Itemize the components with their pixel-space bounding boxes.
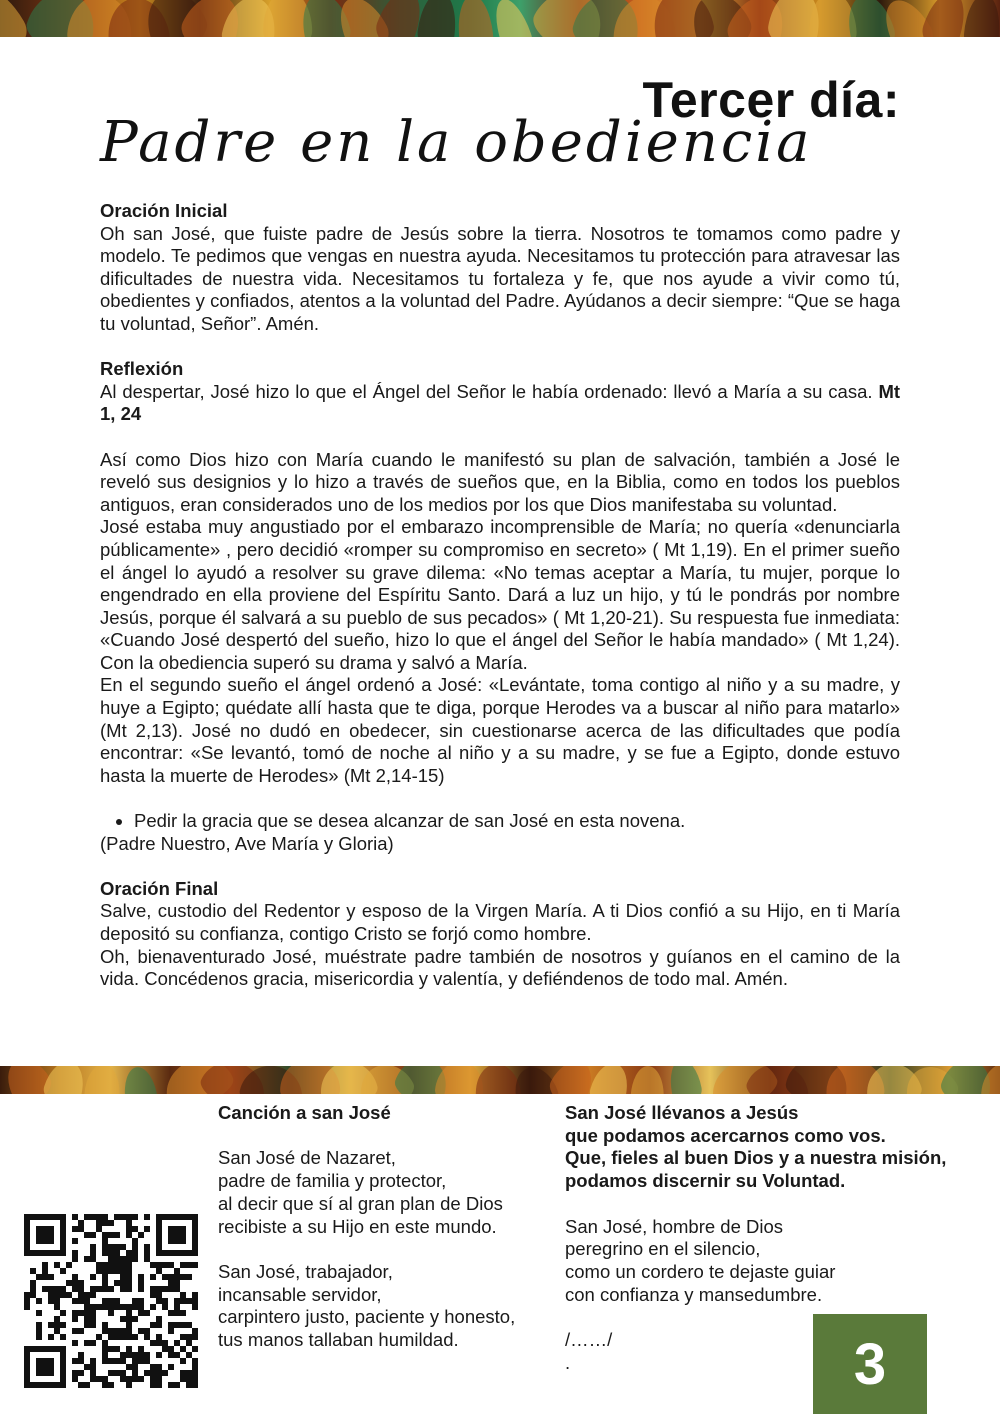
leaf-decoration: [630, 1066, 665, 1094]
leaf-decoration: [666, 1066, 704, 1094]
song-line: peregrino en el silencio,: [565, 1238, 761, 1260]
page-title: Tercer día:: [642, 72, 900, 128]
main-content: [100, 200, 900, 991]
leaf-decoration: [416, 0, 460, 37]
oracion-final-paragraph-1: Salve, custodio del Redentor y esposo de la Virgen María. A ti Dios confió a su Hijo, en ti María depositó su confianza, contigo Cristo se forjó como hombre.: [100, 900, 900, 944]
petition-list: [100, 810, 900, 833]
song-line: carpintero justo, paciente y honesto,: [218, 1306, 516, 1328]
petition-item: • Pedir la gracia que se desea alcanzar de san José en esta novena.: [134, 810, 900, 833]
chorus-line: podamos discernir su Voluntad.: [565, 1170, 846, 1192]
song-column-left: [218, 1102, 558, 1352]
middle-decorative-band: [0, 1066, 1000, 1094]
oracion-final-heading: Oración Final: [100, 877, 219, 899]
reflexion-paragraph-1: Así como Dios hizo con María cuando le manifestó su plan de salvación, también a José le reveló sus designios y lo hizo a través de sueños que, en la Biblia, como en todos los pueblos antiguos, eran considerados uno de los medios por los que Dios manifestaba su voluntad.: [100, 448, 900, 515]
oracion-inicial-heading: Oración Inicial: [100, 200, 228, 221]
chorus-line: Que, fieles al buen Dios y a nuestra misión,: [565, 1147, 947, 1169]
leaf-decoration: [587, 1066, 633, 1094]
song-ellipsis: /……/: [565, 1329, 613, 1351]
top-decorative-band: [0, 0, 1000, 37]
reflexion-quote: [100, 381, 900, 426]
song-line: recibiste a su Hijo en este mundo.: [218, 1215, 497, 1237]
song-line: al decir que sí al gran plan de Dios: [218, 1192, 503, 1214]
song-line: con confianza y mansedumbre.: [565, 1283, 823, 1305]
leaf-decoration: [40, 1066, 89, 1094]
chorus-line: que podamos acercarnos como vos.: [565, 1124, 886, 1146]
reflexion-paragraph-3: En el segundo sueño el ángel ordenó a José: «Levántate, toma contigo al niño y a su madre, y huye a Egipto; quédate allí hasta que te diga, porque Herodes va a buscar al niño para matarlo» (Mt 2,13). José no dudó en obedecer, sin cuestionarse acerca de las dificultades que podía encontrar: «Se levantó, tomó de noche al niño y a su madre, y se fue a Egipto, donde estuvo hasta la muerte de Herodes» (Mt 2,14-15): [100, 674, 900, 786]
page-number-box: [813, 1314, 927, 1414]
oracion-final-paragraph-2: Oh, bienaventurado José, muéstrate padre también de nosotros y guíanos en el camino de la vida. Concédenos gracia, misericordia y valentía, y defiéndenos de todo mal. Amén.: [100, 945, 900, 990]
leaf-decoration: [962, 0, 1000, 37]
reflexion-heading: Reflexión: [100, 358, 184, 380]
quote-reference: Mt 1, 24: [100, 380, 901, 425]
prayers-note: (Padre Nuestro, Ave María y Gloria): [100, 832, 394, 854]
chorus-line: San José llévanos a Jesús: [565, 1102, 799, 1123]
leaf-decoration: [455, 0, 495, 37]
song-end-dot: .: [565, 1351, 571, 1373]
song-line: tus manos tallaban humildad.: [218, 1329, 459, 1351]
song-line: San José de Nazaret,: [218, 1147, 396, 1169]
quote-text: Al despertar, José hizo lo que el Ángel del Señor le había ordenado: llevó a María a su casa.: [100, 380, 873, 402]
song-title: Canción a san José: [218, 1102, 391, 1123]
song-line: San José, hombre de Dios: [565, 1215, 784, 1237]
leaf-decoration: [83, 1066, 121, 1094]
song-line: San José, trabajador,: [218, 1260, 393, 1282]
song-line: como un cordero te dejaste guiar: [565, 1260, 836, 1282]
leaf-decoration: [121, 1066, 160, 1094]
qr-code-icon[interactable]: [24, 1214, 198, 1388]
song-line: incansable servidor,: [218, 1283, 382, 1305]
leaf-decoration: [488, 0, 537, 37]
oracion-inicial-text: Oh san José, que fuiste padre de Jesús sobre la tierra. Nosotros te tomamos como padre y modelo. Te pedimos que vengas en nuestra ayuda. Necesitamos tu protección para atravesar las dificultades de nuestra vida. Necesitamos tu fortaleza y fe, que nos ayude a vivir como tú, obedientes y confiados, atentos a la voluntad del Padre. Ayúdanos a decir siempre: “Que se haga tu voluntad, Señor”. Amén.: [100, 222, 900, 334]
page-number: 3: [853, 1331, 887, 1397]
page-subtitle: Padre en la obediencia: [100, 110, 813, 175]
song-line: padre de familia y protector,: [218, 1170, 447, 1192]
reflexion-paragraph-2: José estaba muy angustiado por el embarazo incomprensible de María; no quería «denunciarla públicamente» , pero decidió «romper su compromiso en secreto» ( Mt 1,19). En el primer sueño el ángel lo ayudó a resolver su grave dilema: «No temas aceptar a María, tu mujer, porque lo engendrado en ella proviene del Espíritu Santo. Dará a luz un hijo, y tú le pondrás por nombre Jesús, porque él salvará a su pueblo de sus pecados» ( Mt 1,20-21). Su respuesta fue inmediata: «Cuando José despertó del sueño, hizo lo que el ángel del Señor le había mandado» ( Mt 1,24). Con la obediencia superó su drama y salvó a María.: [100, 516, 900, 673]
